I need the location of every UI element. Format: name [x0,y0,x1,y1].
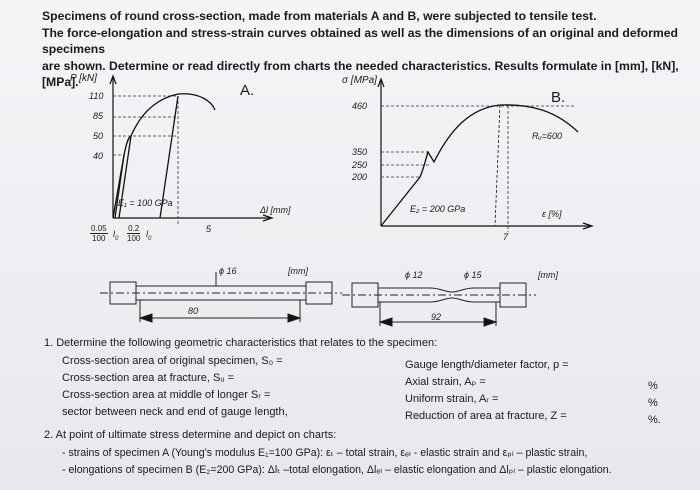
intro-line-2: The force-elongation and stress-strain curves obtained as well as the dimensions of an original and deformed specimens [42,25,678,56]
specimen-b-diameter-15: ϕ 15 [464,270,482,280]
specimen-a-unit: [mm] [288,266,308,276]
intro-line-1: Specimens of round cross-section, made from materials A and B, were subjected to tensile test. [42,9,597,23]
chart-b-ylabel: σ [MPa] [342,75,377,86]
intro-line-3: are shown. Determine or read directly from charts the needed characteristics. Results formulate in [mm], [kN], [MPa]. [42,58,679,89]
q1-axial-strain: Axial strain, Aₚ = [405,376,486,388]
chart-b-ru: Rᵤ=600 [532,131,562,141]
chart-a-modulus: E₁ = 100 GPa [118,198,173,208]
chart-a-tick-5: 5 [206,224,212,234]
chart-a-xlabel: Δl [mm] [260,205,291,215]
specimen-a-length: 80 [188,306,199,316]
specimen-b-diameter-12: ϕ 12 [405,270,423,280]
chart-a-tick-fraction-1: $\frac{0.05}{100}$ [91,224,107,243]
specimen-b-length: 92 [431,312,442,322]
q2-bullet-2: - elongations of specimen B (E₂=200 GPa): Δlₜ –total elongation, Δlₑₗ – elastic elongation and Δlₚₗ – plastic elongation. [62,464,612,476]
chart-a-tick-50: 50 [93,131,104,141]
q1-gauge-factor: Gauge length/diameter factor, p = [405,359,569,371]
chart-a-tick-110: 110 [89,91,104,101]
chart-b-tick-250: 250 [352,160,368,170]
chart-b-tick-460: 460 [352,101,368,111]
q1-fracture-area: Cross-section area at fracture, Sᵤ = [62,372,235,384]
q1-pct-3: %. [648,414,661,426]
chart-b-title: B. [551,89,566,106]
q1-middle-area-cont: sector between neck and end of gauge length, [62,406,288,418]
chart-a-l0-2: $l_0$ [146,229,152,242]
q1-uniform-strain: Uniform strain, Aᵣ = [405,393,499,405]
chart-a-tick-fraction-2: $\frac{0.2}{100}$ [127,224,141,243]
q1-pct-2: % [648,397,658,409]
question-1-heading: 1. Determine the following geometric characteristics that relates to the specimen: [44,337,438,349]
specimen-a [100,272,342,322]
chart-b-tick-7: 7 [503,232,509,242]
chart-a-tick-40: 40 [93,151,104,161]
chart-b-xlabel: ε [%] [542,209,562,219]
specimen-b-unit: [mm] [538,270,558,280]
q2-bullet-1: - strains of specimen A (Young's modulus E₁=100 GPa): εₜ – total strain, εₑₗ - elastic strain and εₚₗ – plastic strain, [62,447,588,459]
chart-a-l0-1: $l_0$ [113,229,119,242]
chart-a-title: A. [240,82,255,99]
question-2-heading: 2. At point of ultimate stress determine and depict on charts: [44,429,337,441]
chart-b-tick-350: 350 [352,147,368,157]
specimen-a-diameter: ϕ 16 [219,266,237,276]
chart-a-ylabel: P [kN] [70,73,97,84]
q1-middle-area: Cross-section area at middle of longer Sᵣ = [62,389,271,401]
q1-reduction-area: Reduction of area at fracture, Z = [405,410,567,422]
chart-a-tick-85: 85 [93,111,104,121]
q1-original-area: Cross-section area of original specimen, S₀ = [62,355,283,367]
chart-b-modulus: E₂ = 200 GPa [410,204,466,214]
q1-pct-1: % [648,380,658,392]
chart-b-tick-200: 200 [352,172,368,182]
